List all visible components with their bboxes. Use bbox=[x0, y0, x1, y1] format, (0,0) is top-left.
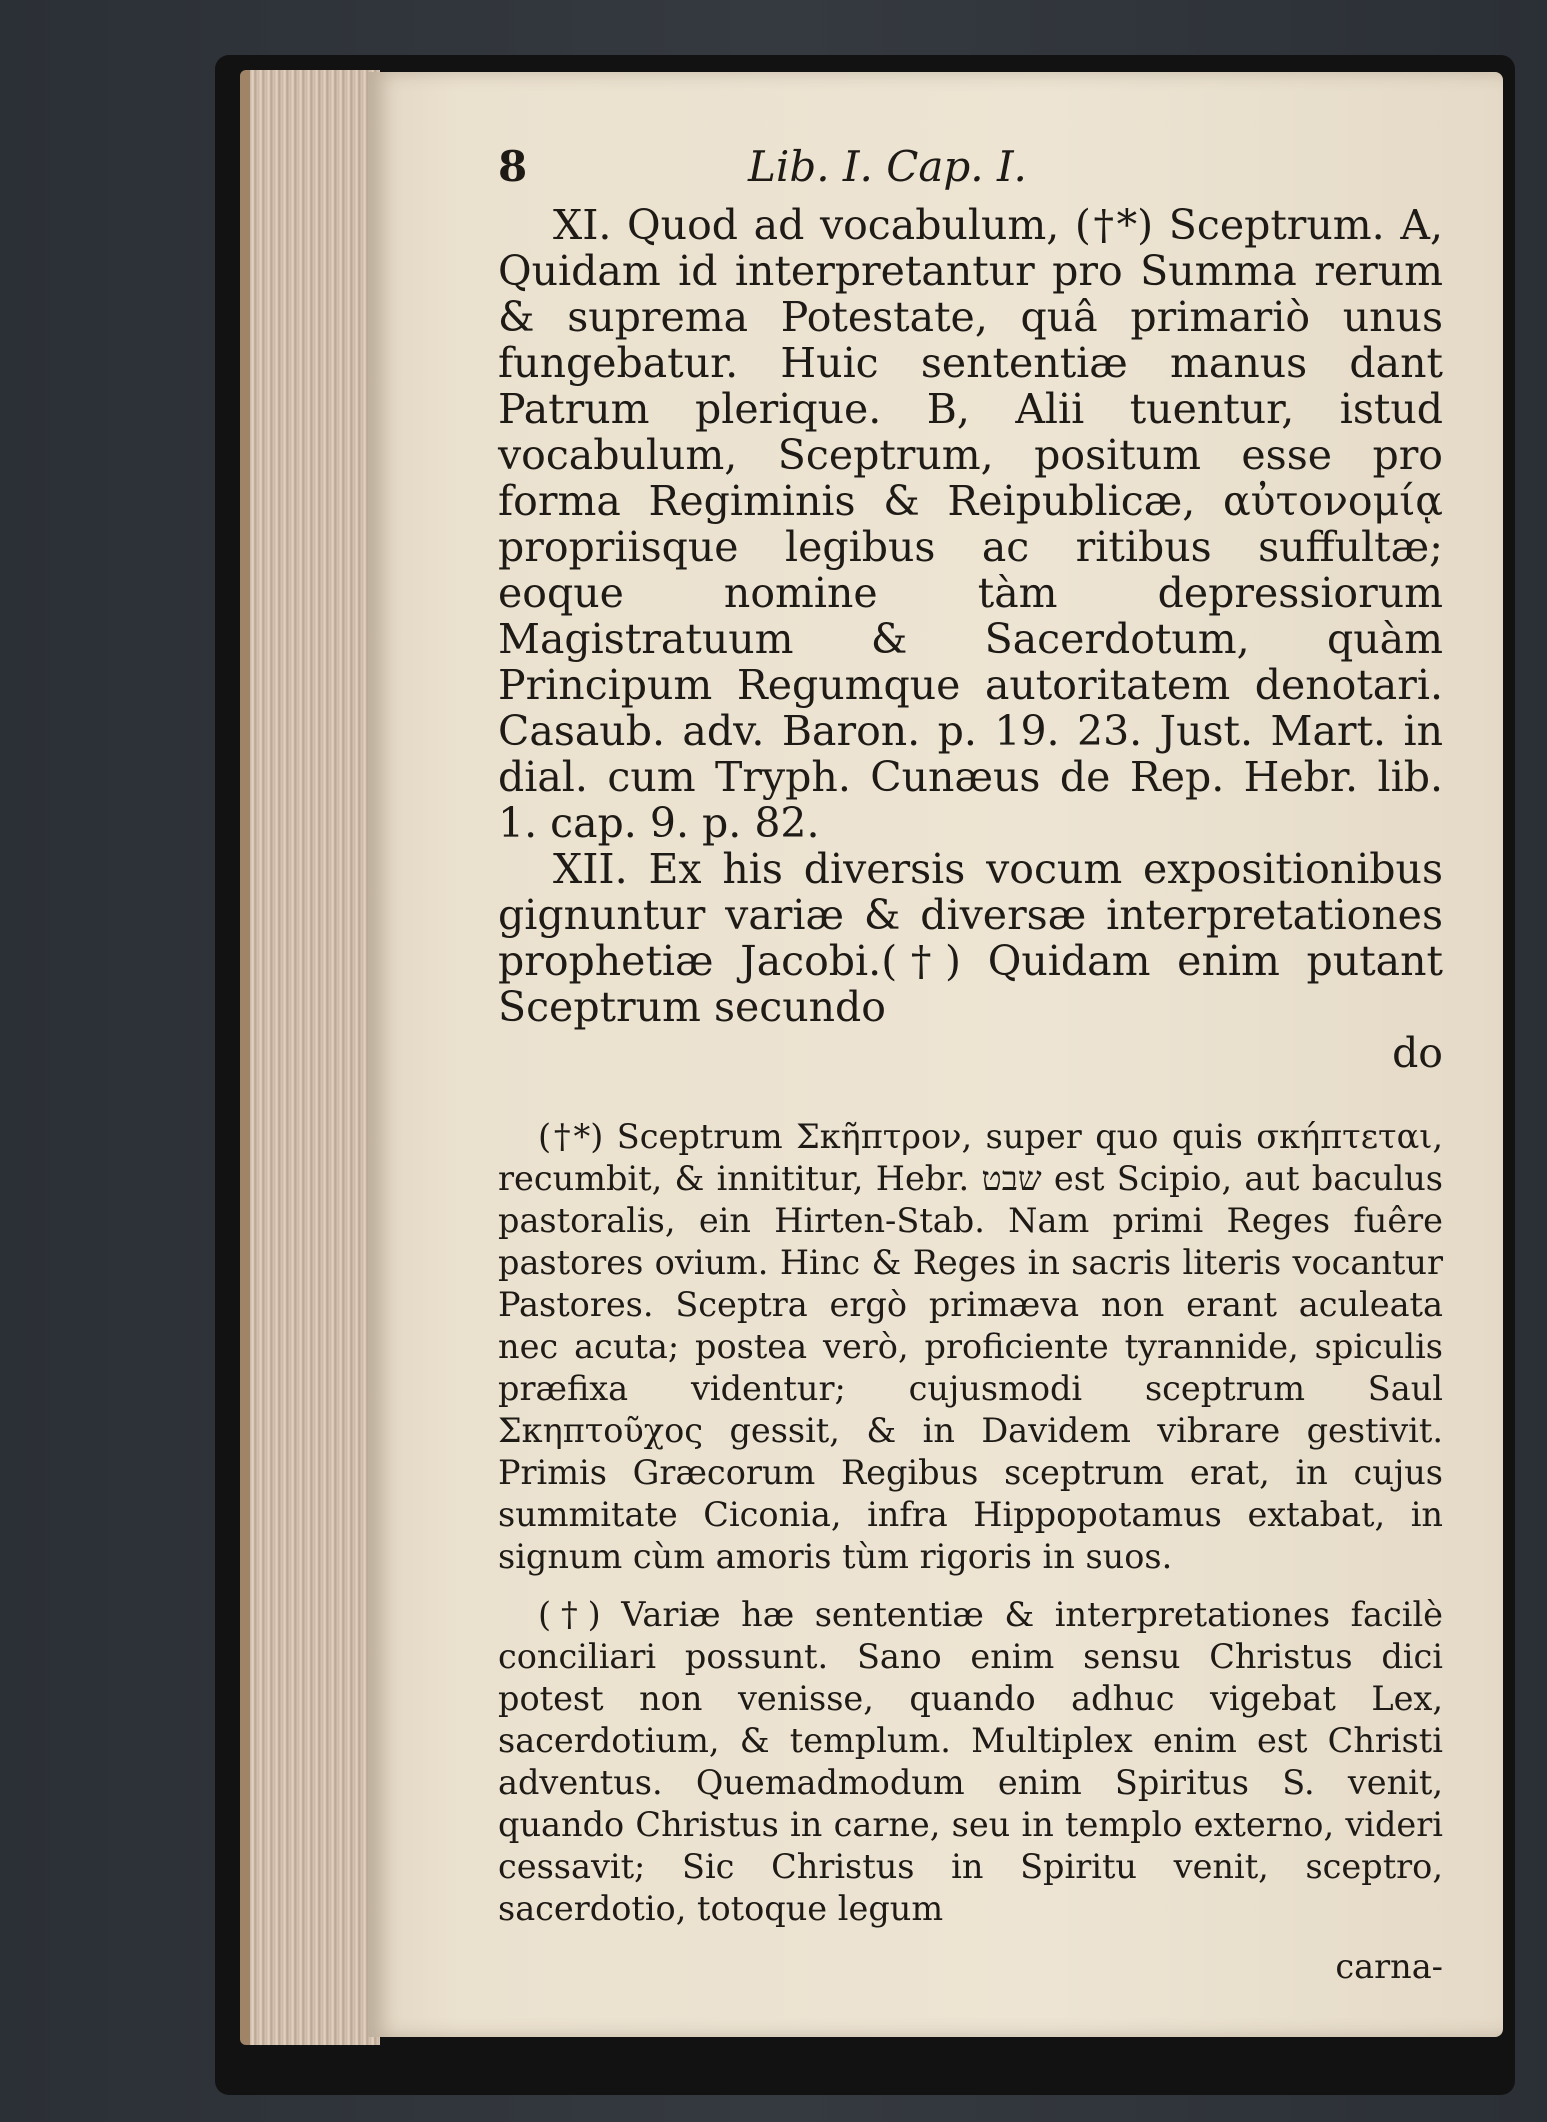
main-text bbox=[498, 202, 1443, 1076]
page-edges bbox=[240, 70, 380, 2045]
paragraph-xii: XII. Ex his diversis vocum expositionibus gignuntur variæ & diversæ interpretationes prophetiæ Jacobi.(†) Quidam enim putant Sceptrum secundo bbox=[498, 845, 1443, 1031]
running-head bbox=[498, 142, 1443, 202]
footnotes bbox=[498, 1116, 1443, 1988]
book-page bbox=[368, 72, 1503, 2037]
main-catchword: do bbox=[1392, 1029, 1443, 1077]
page-heading: Lib. I. Cap. I. bbox=[748, 142, 1027, 191]
footnote-catchword: carna- bbox=[1335, 1947, 1443, 1986]
paragraph-xi: XI. Quod ad vocabulum, (†*) Sceptrum. A, Quidam id interpretantur pro Summa rerum & suprema Potestate, quâ primariò unus fungebatur. Huic sententiæ manus dant Patrum plerique. B, Alii tuentur, istud vocabulum, Sceptrum, positum esse pro forma Regiminis & Reipublicæ, αὐτονομίᾳ propriisque legibus ac ritibus suffultæ; eoque nomine tàm depressiorum Magistratuum & Sacerdotum, quàm Principum Regumque autoritatem denotari. Casaub. adv. Baron. p. 19. 23. Just. Mart. in dial. cum Tryph. Cunæus de Rep. Hebr. lib. 1. cap. 9. p. 82. bbox=[498, 201, 1443, 847]
page-number: 8 bbox=[498, 142, 528, 191]
footnote-variae: (†) Variæ hæ sententiæ & interpretationes facilè conciliari possunt. Sano enim sensu Christus dici potest non venisse, quando adhuc vigebat Lex, sacerdotium, & templum. Multiplex enim est Christi adventus. Quemadmodum enim Spiritus S. venit, quando Christus in carne, seu in templo externo, videri cessavit; Sic Christus in Spiritu venit, sceptro, sacerdotio, totoque legum bbox=[498, 1595, 1443, 1928]
page-content bbox=[498, 142, 1443, 1988]
footnote-sceptrum: (†*) Sceptrum Σκῆπτρον, super quo quis σκήπτεται, recumbit, & innititur, Hebr. שבט est Scipio, aut baculus pastoralis, ein Hirten-Stab. Nam primi Reges fuêre pastores ovium. Hinc & Reges in sacris literis vocantur Pastores. Sceptra ergò primæva non erant aculeata nec acuta; postea verò, proficiente tyrannide, spiculis præfixa videntur; cujusmodi sceptrum Saul Σκηπτοῦχος gessit, & in Davidem vibrare gestivit. Primis Græcorum Regibus sceptrum erat, in cujus summitate Ciconia, infra Hippopotamus extabat, in signum cùm amoris tùm rigoris in suos. bbox=[498, 1117, 1443, 1576]
